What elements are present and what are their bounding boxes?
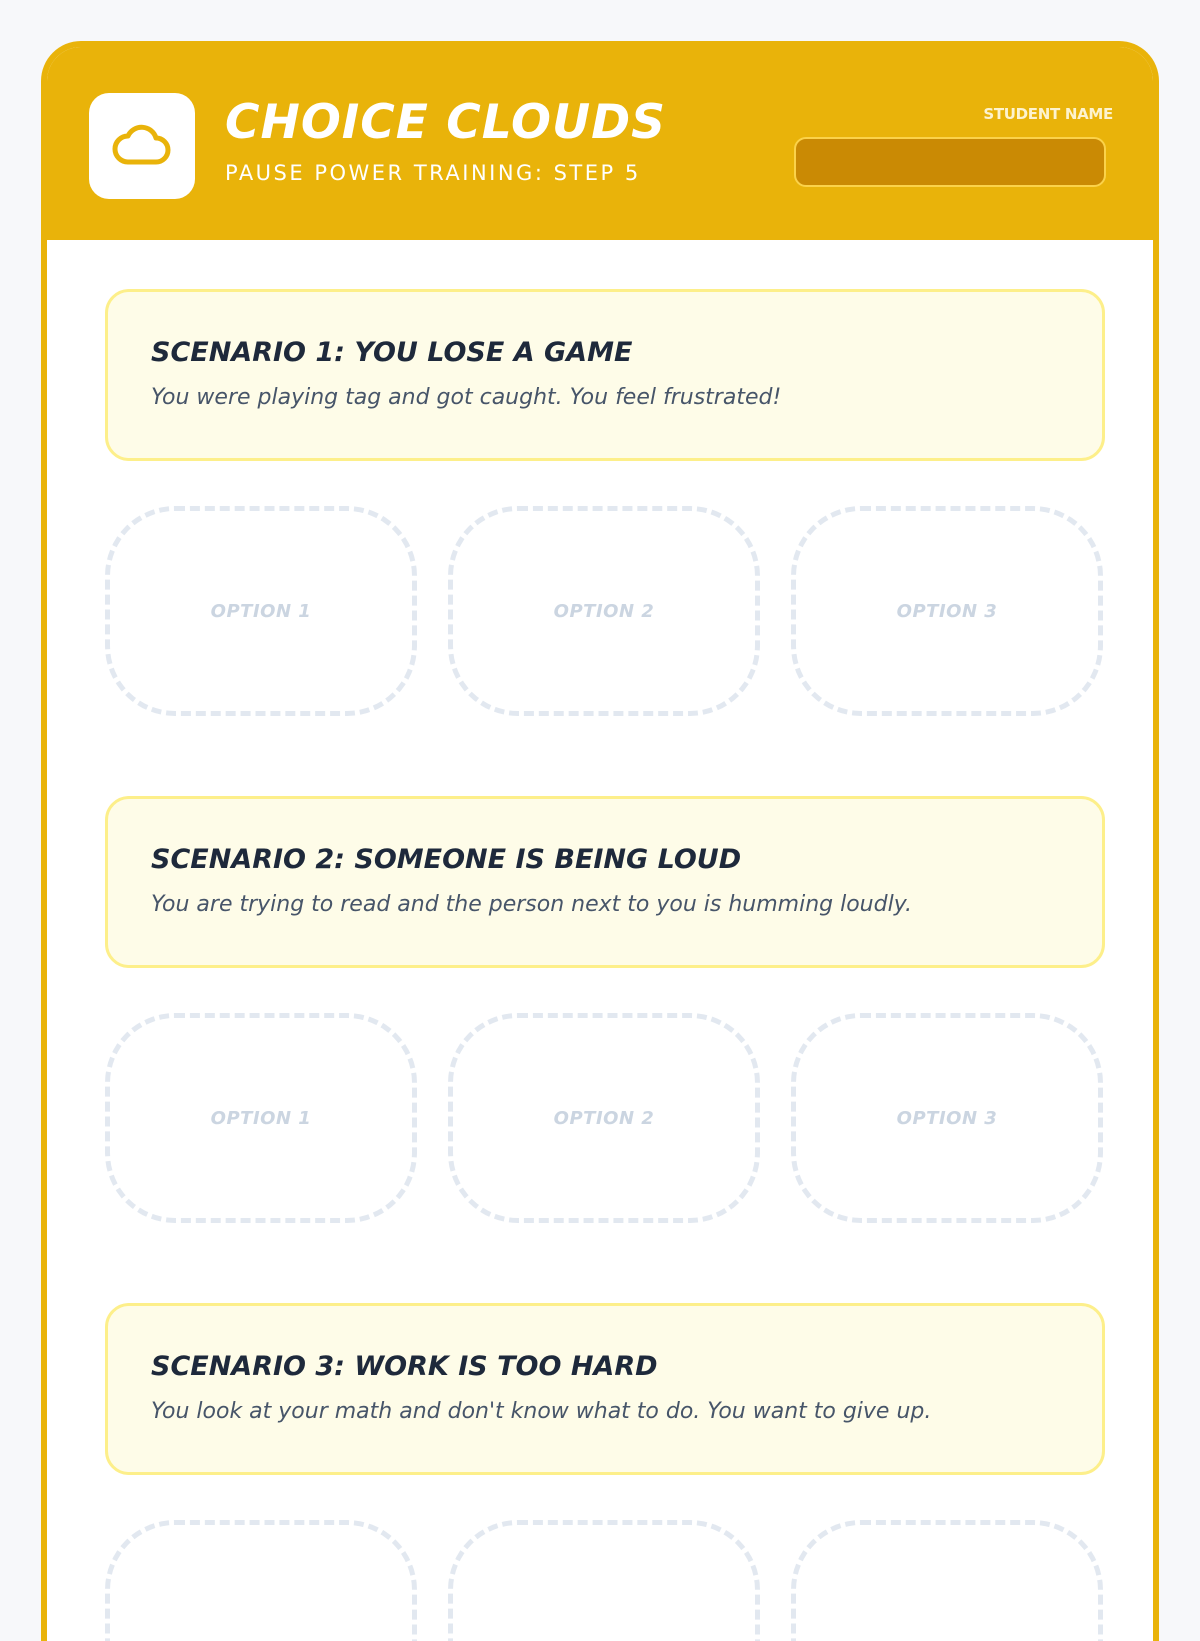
scenario-title: SCENARIO 1: YOU LOSE A GAME [151,337,633,368]
scenario-title: SCENARIO 2: SOMEONE IS BEING LOUD [151,844,742,875]
page-title: CHOICE CLOUDS [225,95,666,150]
option-label: OPTION 2 [553,1107,655,1129]
scenario-description: You look at your math and don't know what to do. You want to give up. [151,1399,932,1424]
option-label: OPTION 1 [210,600,312,622]
scenario-2-option-2[interactable] [448,1013,760,1223]
option-label: OPTION 3 [896,600,998,622]
scenario-2-option-3[interactable] [791,1013,1103,1223]
option-label: OPTION 1 [210,1107,312,1129]
option-label: OPTION 3 [896,1107,998,1129]
student-name-label: STUDENT NAME [983,105,1113,123]
scenario-description: You were playing tag and got caught. You feel frustrated! [151,385,782,410]
scenario-1-option-1[interactable] [105,506,417,716]
scenario-description: You are trying to read and the person next to you is humming loudly. [151,892,912,917]
header-bar [47,47,1153,240]
scenario-3-option-2[interactable] [448,1520,760,1641]
option-label: OPTION 2 [553,600,655,622]
scenario-1-option-2[interactable] [448,506,760,716]
logo-badge [89,93,195,199]
scenario-card-2 [105,796,1105,968]
page-subtitle: PAUSE POWER TRAINING: STEP 5 [225,161,641,185]
scenario-3-option-3[interactable] [791,1520,1103,1641]
scenario-card-3 [105,1303,1105,1475]
worksheet [41,41,1159,1641]
scenario-card-1 [105,289,1105,461]
cloud-icon [110,122,174,170]
scenario-1-option-3[interactable] [791,506,1103,716]
student-name-input[interactable] [794,137,1106,187]
scenario-title: SCENARIO 3: WORK IS TOO HARD [151,1351,658,1382]
scenario-3-option-1[interactable] [105,1520,417,1641]
scenario-2-option-1[interactable] [105,1013,417,1223]
